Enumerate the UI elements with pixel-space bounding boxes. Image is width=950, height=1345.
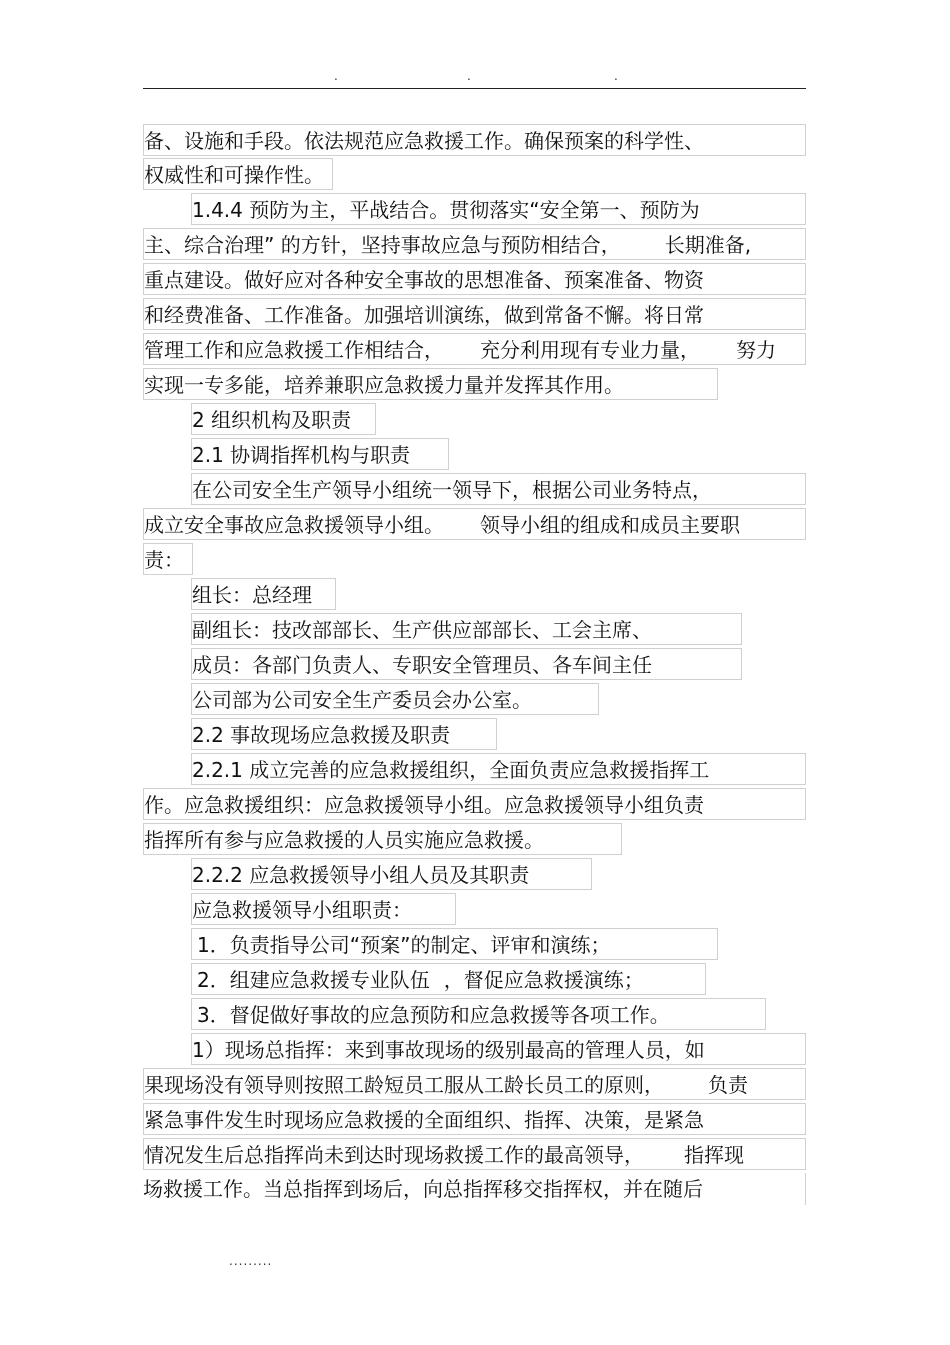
- text-line: [143, 228, 806, 260]
- text-segment: 长期准备,: [664, 233, 752, 257]
- text-segment: ，督促应急救援演练；: [443, 968, 644, 992]
- text-line: 成员：各部门负责人、专职安全管理员、各车间主任: [191, 648, 742, 680]
- text-segment: 主、综合治理” 的方针，坚持事故应急与预防相结合，: [144, 233, 621, 257]
- text-segment: 2．组建应急救援专业队伍: [197, 968, 430, 992]
- header-dot: .: [614, 69, 618, 83]
- text-segment: 充分利用现有专业力量，: [480, 338, 700, 362]
- text-line: 和经费准备、工作准备。加强培训演练，做到常备不懈。将日常: [143, 298, 806, 330]
- text-line: 在公司安全生产领导小组统一领导下，根据公司业务特点，: [191, 473, 806, 505]
- text-line: [143, 1068, 806, 1100]
- text-line: 副组长：技改部部长、生产供应部部长、工会主席、: [191, 613, 742, 645]
- section-heading-2: 2 组织机构及职责: [191, 403, 376, 435]
- text-segment: 情况发生后总指挥尚未到达时现场救援工作的最高领导，: [144, 1143, 644, 1167]
- text-line: 1）现场总指挥：来到事故现场的级别最高的管理人员，如: [191, 1033, 806, 1065]
- page-footer-dots: .........: [229, 1254, 273, 1268]
- text-segment: 管理工作和应急救援工作相结合，: [144, 338, 444, 362]
- section-2-2-2: 2.2.2 应急救援领导小组人员及其职责: [191, 858, 592, 890]
- section-heading-2-1: 2.1 协调指挥机构与职责: [191, 438, 449, 470]
- text-line: 责：: [143, 543, 193, 575]
- text-line: [143, 508, 806, 540]
- text-line: 场救援工作。当总指挥到场后，向总指挥移交指挥权，并在随后: [143, 1173, 806, 1205]
- section-heading-2-2: 2.2 事故现场应急救援及职责: [191, 718, 497, 750]
- section-1-4-4: 1.4.4 预防为主，平战结合。贯彻落实“安全第一、预防为: [191, 193, 806, 225]
- text-segment: 成立安全事故应急救援领导小组。: [144, 513, 444, 537]
- text-line: 紧急事件发生时现场应急救援的全面组织、指挥、决策，是紧急: [143, 1103, 806, 1135]
- text-segment: 指挥现: [684, 1143, 744, 1167]
- text-segment: 努力: [736, 338, 776, 362]
- text-line: 备、设施和手段。依法规范应急救援工作。确保预案的科学性、: [143, 124, 806, 156]
- header-dot: .: [467, 69, 471, 83]
- list-item: 1．负责指导公司“预案”的制定、评审和演练；: [191, 928, 718, 960]
- section-2-2-1: 2.2.1 成立完善的应急救援组织，全面负责应急救援指挥工: [191, 753, 806, 785]
- text-segment: 领导小组的组成和成员主要职: [480, 513, 740, 537]
- text-line: 组长：总经理: [191, 578, 336, 610]
- text-line: 作。应急救援组织：应急救援领导小组。应急救援领导小组负责: [143, 788, 806, 820]
- header-dot: .: [334, 69, 338, 83]
- text-line: 重点建设。做好应对各种安全事故的思想准备、预案准备、物资: [143, 263, 806, 295]
- text-line: 公司部为公司安全生产委员会办公室。: [191, 683, 599, 715]
- header-rule: [143, 88, 806, 89]
- text-line: [143, 1138, 806, 1170]
- text-line: [143, 333, 806, 365]
- list-item: [191, 963, 706, 995]
- text-line: 实现一专多能，培养兼职应急救援力量并发挥其作用。: [143, 368, 718, 400]
- page-header-dots: [0, 70, 950, 84]
- list-item: 3．督促做好事故的应急预防和应急救援等各项工作。: [191, 998, 766, 1030]
- text-line: 应急救援领导小组职责：: [191, 893, 456, 925]
- text-line: 指挥所有参与应急救援的人员实施应急救援。: [143, 823, 622, 855]
- text-segment: 负责: [708, 1073, 748, 1097]
- text-segment: 果现场没有领导则按照工龄短员工服从工龄长员工的原则，: [144, 1073, 664, 1097]
- text-line: 权威性和可操作性。: [143, 158, 333, 190]
